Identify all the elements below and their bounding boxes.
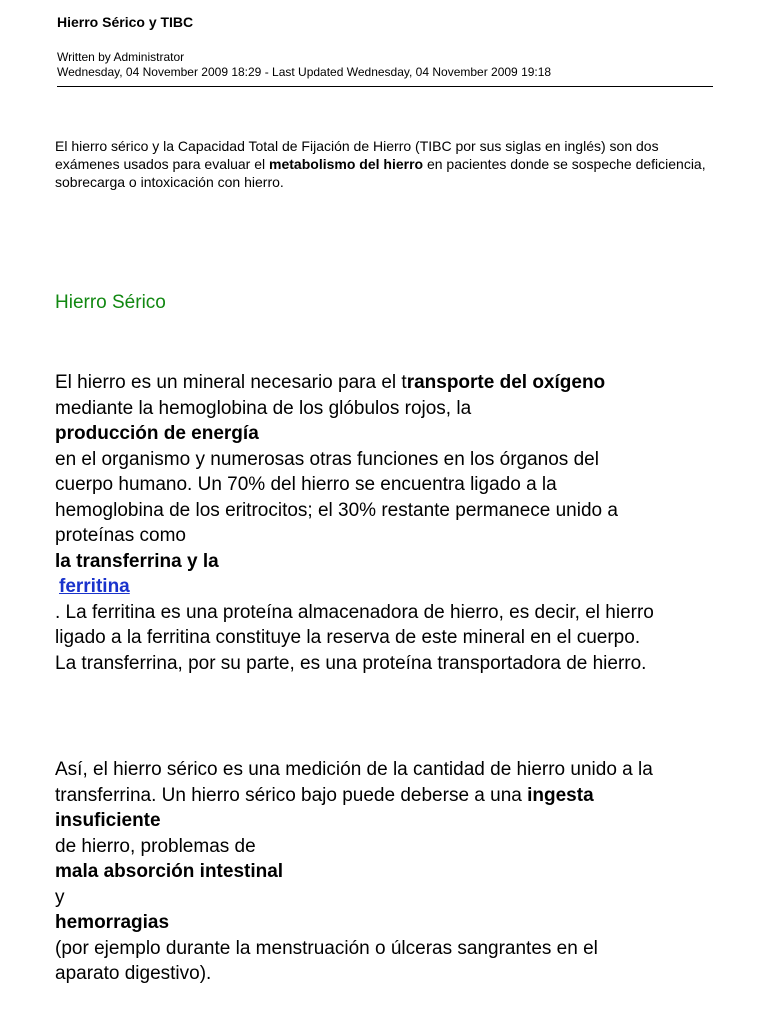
p2-l2-text: transferrina. Un hierro sérico bajo puede deberse a una (55, 784, 528, 806)
p1-line-8: la transferrina y la (55, 550, 219, 572)
p2-line-6: y (55, 886, 65, 908)
intro-bold-term: metabolismo del hierro (269, 156, 424, 172)
intro-paragraph (55, 137, 725, 191)
author-line: Written by Administrator (57, 50, 185, 64)
section-heading: Hierro Sérico (55, 292, 166, 313)
p1-line-5: cuerpo humano. Un 70% del hierro se encuentra ligado a la (55, 474, 557, 495)
p2-line-9: aparato digestivo). (55, 963, 212, 984)
p2-line-2 (55, 783, 735, 809)
p2-line-1: Así, el hierro sérico es una medición de la cantidad de hierro unido a la (55, 759, 653, 780)
paragraph-2 (55, 757, 735, 987)
p2-line-7: hemorragias (55, 912, 170, 933)
article-meta (57, 50, 551, 80)
p1-line-9 (55, 574, 735, 600)
p2-line-4: de hierro, problemas de (55, 835, 256, 857)
p1-line-4: en el organismo y numerosas otras funciones en los órganos del (55, 448, 599, 470)
p1-line-3: producción de energía (55, 423, 259, 444)
p2-line-8: (por ejemplo durante la menstruación o úlceras sangrantes en el (55, 937, 598, 959)
intro-text-before: El hierro sérico y la Capacidad Total de Fijación de Hierro (TIBC por sus siglas en inglés) son dos exámenes usados para evaluar el (55, 138, 659, 172)
p1-l1-bold: ransporte del oxígeno (406, 372, 606, 393)
p1-l1-text: El hierro es un mineral necesario para el t (55, 372, 407, 393)
paragraph-1 (55, 370, 735, 676)
p2-line-3: insuficiente (55, 810, 161, 831)
p1-line-2: mediante la hemoglobina de los glóbulos rojos, la (55, 397, 472, 419)
p1-line-1 (55, 370, 735, 396)
dates-line: Wednesday, 04 November 2009 18:29 - Last Updated Wednesday, 04 November 2009 19:18 (57, 65, 552, 79)
article-title: Hierro Sérico y TIBC (57, 14, 194, 30)
p1-line-12: La transferrina, por su parte, es una proteína transportadora de hierro. (55, 652, 647, 674)
p1-line-10: . La ferritina es una proteína almacenadora de hierro, es decir, el hierro (55, 601, 654, 623)
p2-line-5: mala absorción intestinal (55, 861, 284, 882)
p1-line-6: hemoglobina de los eritrocitos; el 30% restante permanece unido a (55, 499, 618, 521)
intro-text-after: en pacientes donde se sospeche deficiencia, sobrecarga o intoxicación con hierro. (55, 156, 706, 190)
header-divider (57, 86, 713, 87)
ferritina-link[interactable]: ferritina (59, 576, 130, 597)
p1-line-11: ligado a la ferritina constituye la reserva de este mineral en el cuerpo. (55, 627, 641, 648)
p1-line-7: proteínas como (55, 525, 186, 546)
p2-l2-bold: ingesta (527, 784, 594, 806)
